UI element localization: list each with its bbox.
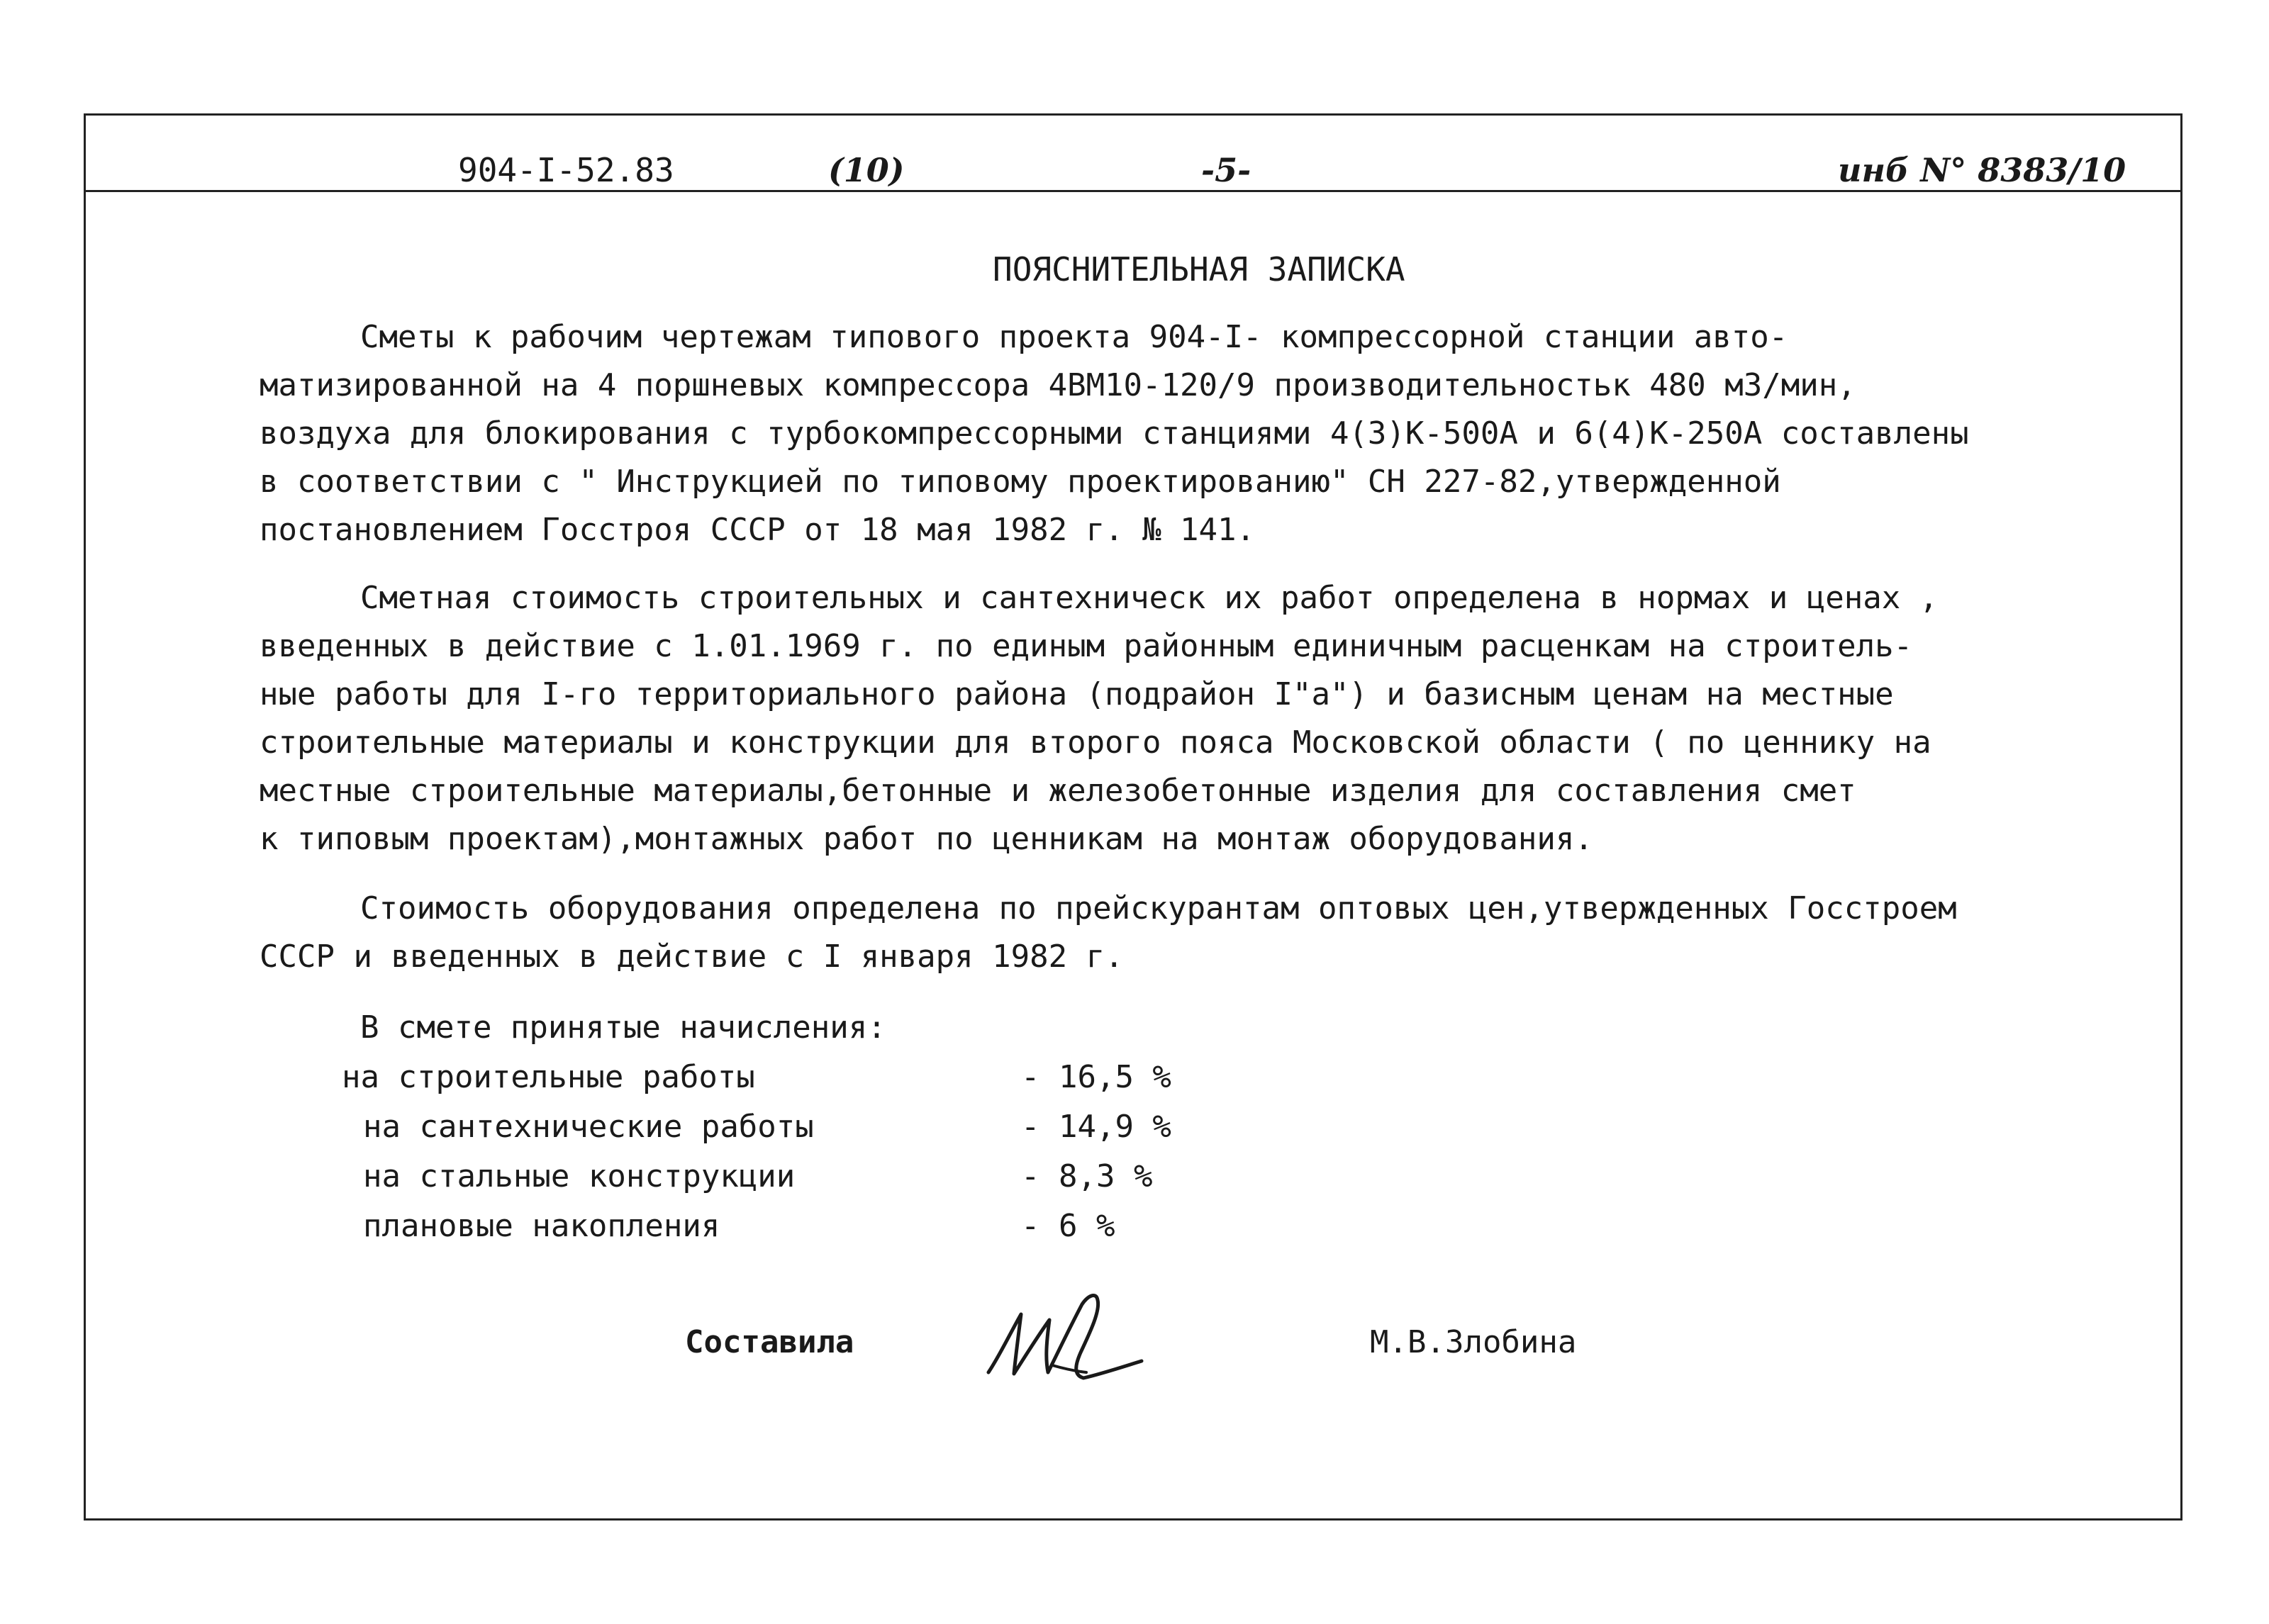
inventory-number: инб N° 8383/10 [1838,151,2126,189]
paragraph-line: введенных в действие с 1.01.1969 г. по единым районным единичным расценкам на строитель- [260,628,1913,664]
charge-label: плановые накопления [363,1208,720,1244]
charge-label: на строительные работы [342,1059,755,1095]
paragraph-line: в соответствии с " Инструкцией по типовому проектированию" СН 227-82,утвержденной [260,464,1781,500]
paragraph-line: Сметы к рабочим чертежам типового проекта 904-I- компрессорной станции авто- [360,319,1788,355]
paragraph-line: воздуха для блокирования с турбокомпрессорными станциями 4(3)К-500А и 6(4)К-250А составлены [260,415,1969,452]
signer-name: М.В.Злобина [1370,1324,1577,1360]
charge-label: на стальные конструкции [363,1158,796,1194]
sheet-number: (10) [828,151,905,189]
document-title: ПОЯСНИТЕЛЬНАЯ ЗАПИСКА [993,250,1405,289]
charge-value: - 14,9 % [1021,1109,1171,1145]
paragraph-cost [260,574,2089,863]
charges-heading: В смете принятые начисления: [360,1009,886,1046]
charge-value: - 16,5 % [1021,1059,1171,1095]
paragraph-estimates [260,313,2089,554]
header-divider [84,190,2182,192]
paragraph-line: матизированной на 4 поршневых компрессора 4ВМ10-120/9 производительностьк 480 м3/мин, [260,367,1856,403]
project-code: 904-I-52.83 [458,151,674,189]
charge-label: на сантехнические работы [363,1109,814,1145]
paragraph-line: ные работы для I-го территориального района (подрайон I"а") и базисным ценам на местные [260,676,1894,712]
page-number: -5- [1201,151,1251,189]
compiled-by-label: Составила [685,1324,854,1360]
paragraph-line: СССР и введенных в действие с I января 1982 г. [260,939,1124,975]
paragraph-line: строительные материалы и конструкции для второго пояса Московской области ( по ценнику на [260,724,1931,761]
charge-value: - 6 % [1021,1208,1115,1244]
paragraph-line: местные строительные материалы,бетонные и железобетонные изделия для составления смет [260,773,1856,809]
paragraph-equipment [260,885,2089,981]
charge-value: - 8,3 % [1021,1158,1153,1194]
paragraph-line: к типовым проектам),монтажных работ по ценникам на монтаж оборудования. [260,821,1593,857]
handwritten-signature [980,1284,1147,1398]
paragraph-line: Сметная стоимость строительных и сантехническ их работ определена в нормах и ценах , [360,580,1939,616]
paragraph-line: Стоимость оборудования определена по прейскурантам оптовых цен,утвержденных Госстроем [360,890,1957,926]
paragraph-line: постановлением Госстроя СССР от 18 мая 1982 г. № 141. [260,512,1255,548]
